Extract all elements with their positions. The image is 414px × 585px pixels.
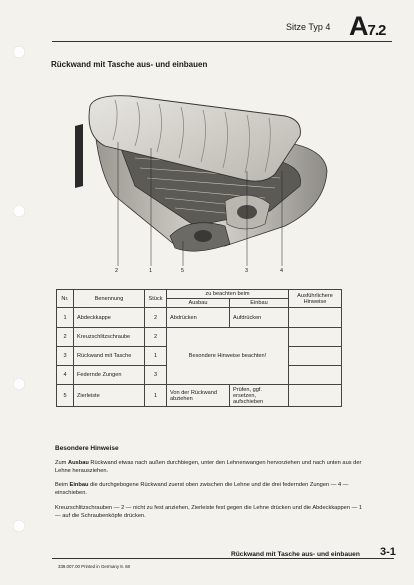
note-ausbau-text: Rückwand etwas nach außen durchbiegen, unter den Lehnenwangen hervorziehen und nach unten aus der Lehne herausziehen. [55, 460, 362, 474]
section-code-number: 7.2 [367, 22, 386, 39]
row-qty: 3 [145, 366, 167, 385]
row-merged-note: Besondere Hinweise beachten! [167, 328, 289, 385]
row-name: Kreuzschlitzschraube [74, 328, 145, 347]
punch-hole-lower [13, 378, 25, 390]
punch-hole-top [13, 46, 25, 58]
row-qty: 2 [145, 308, 167, 328]
table-header-row [57, 290, 342, 299]
header-no: Nr. [57, 290, 74, 308]
row-no: 2 [57, 328, 74, 347]
section-code-letter: A [349, 11, 368, 41]
note-einbau-text: die durchgebogene Rückwand zuerst oben zwischen die Lehne und die drei federnden Zungen — 4 — einschieben. [55, 482, 349, 496]
callout-3: 3 [245, 268, 249, 274]
callout-1: 1 [149, 268, 153, 274]
section-title: Rückwand mit Tasche aus- und einbauen [51, 60, 208, 69]
header-note-group: zu beachten beim [167, 290, 289, 299]
note-screws: Kreuzschlitzschrauben — 2 — nicht zu fest anziehen, Zierleiste fest gegen die Lehne drücken und die Abdeckkappen — 1 — auf die Schraubenköpfe drücken. [55, 505, 362, 519]
callout-5: 5 [181, 268, 185, 274]
seat-type-label: Sitze Typ 4 [286, 22, 331, 32]
header-rule [52, 41, 392, 42]
header-hints: Ausführlichere Hinweise [289, 290, 342, 308]
table-row [57, 308, 342, 328]
row-no: 4 [57, 366, 74, 385]
note-ausbau [55, 459, 363, 475]
note-einbau-pre: Beim [55, 482, 70, 488]
note-einbau-bold: Einbau [69, 482, 89, 488]
row-ausbau: Von der Rückwand abziehen [167, 385, 230, 407]
row-no: 3 [57, 347, 74, 366]
callout-4: 4 [280, 268, 284, 274]
table-row [57, 385, 342, 407]
notes-title: Besondere Hinweise [55, 445, 119, 452]
header-qty: Stück [145, 290, 167, 308]
row-hints [289, 347, 342, 366]
print-info: 339.007.00 Printed in Germany 8. 68 [58, 564, 131, 569]
note-einbau [55, 481, 363, 497]
callout-2: 2 [115, 268, 119, 274]
table-row [57, 328, 342, 347]
row-einbau: Prüfen, ggf. ersetzen, aufschieben [230, 385, 289, 407]
parts-table [56, 289, 342, 407]
row-no: 1 [57, 308, 74, 328]
header-name: Benennung [74, 290, 145, 308]
row-hints [289, 366, 342, 385]
footer-title: Rückwand mit Tasche aus- und einbauen [231, 551, 360, 558]
section-code [349, 11, 385, 42]
row-name: Zierleiste [74, 385, 145, 407]
row-einbau: Aufdrücken [230, 308, 289, 328]
row-no: 5 [57, 385, 74, 407]
row-name: Federnde Zungen [74, 366, 145, 385]
row-qty: 2 [145, 328, 167, 347]
row-hints [289, 328, 342, 347]
note-ausbau-pre: Zum [55, 460, 68, 466]
note-ausbau-bold: Ausbau [67, 460, 89, 466]
punch-hole-middle [13, 205, 25, 217]
seat-backrest-illustration [75, 76, 350, 281]
row-name: Abdeckkappe [74, 308, 145, 328]
row-qty: 1 [145, 347, 167, 366]
page-number: 3-1 [380, 546, 396, 558]
row-name: Rückwand mit Tasche [74, 347, 145, 366]
header-ausbau: Ausbau [167, 299, 230, 308]
row-qty: 1 [145, 385, 167, 407]
header-einbau: Einbau [230, 299, 289, 308]
footer-rule [52, 558, 394, 559]
row-hints [289, 385, 342, 407]
row-hints [289, 308, 342, 328]
punch-hole-bottom [13, 520, 25, 532]
row-ausbau: Abdrücken [167, 308, 230, 328]
